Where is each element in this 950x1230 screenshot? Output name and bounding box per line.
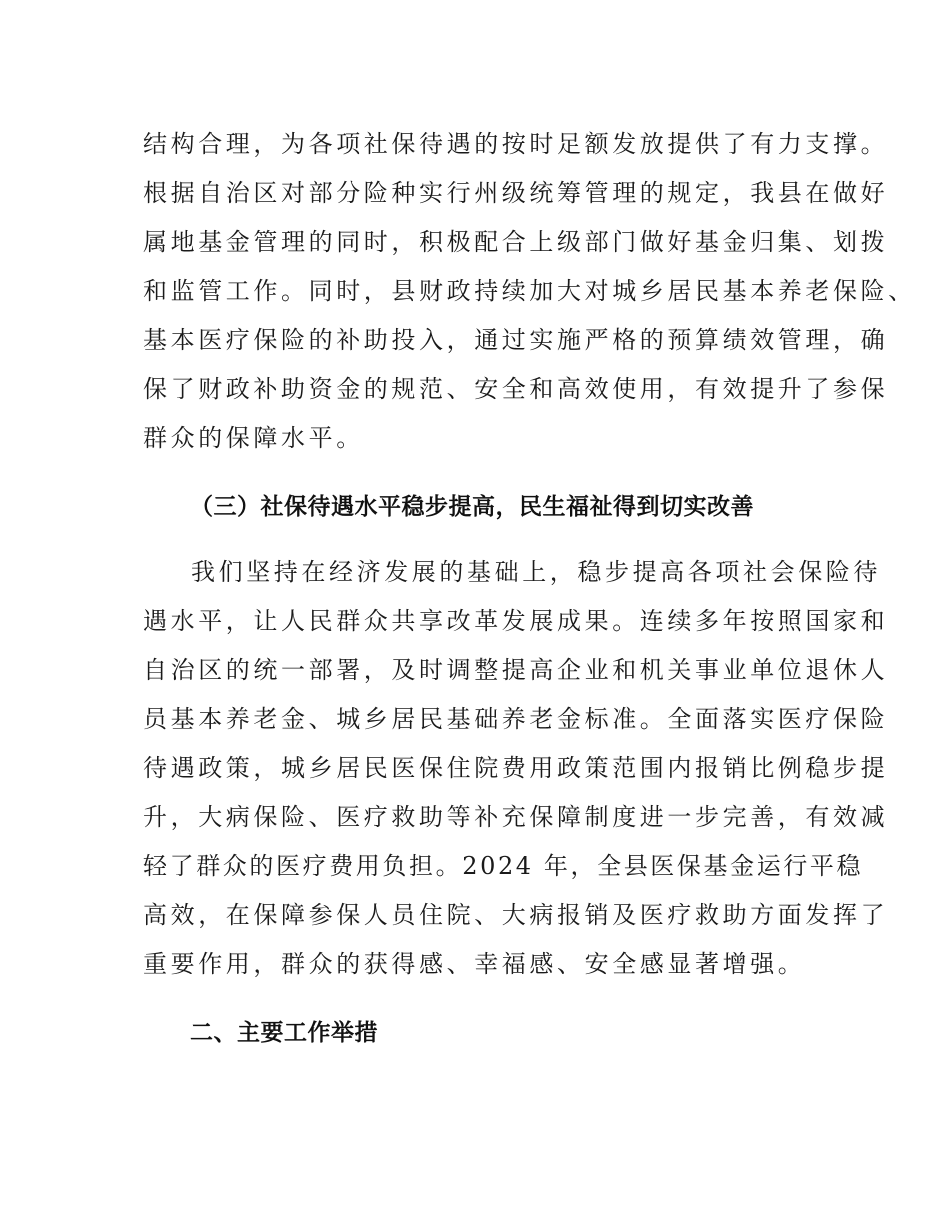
paragraph-1-line-6: 保了财政补助资金的规范、安全和高效使用，有效提升了参保 — [143, 375, 889, 403]
paragraph-2-line-8: 高效，在保障参保人员住院、大病报销及医疗救助方面发挥了 — [143, 901, 889, 929]
paragraph-2-line-2: 遇水平，让人民群众共享改革发展成果。连续多年按照国家和 — [143, 607, 889, 635]
paragraph-1-line-5: 基本医疗保险的补助投入，通过实施严格的预算绩效管理，确 — [143, 326, 889, 354]
paragraph-2-line-1: 我们坚持在经济发展的基础上，稳步提高各项社会保险待 — [191, 558, 881, 586]
paragraph-2-line-6: 升，大病保险、医疗救助等补充保障制度进一步完善，有效减 — [143, 803, 889, 831]
paragraph-1-line-7: 群众的保障水平。 — [143, 424, 364, 452]
section-3-heading: （三）社保待遇水平稳步提高，民生福祉得到切实改善 — [190, 494, 754, 520]
paragraph-1-line-3: 属地基金管理的同时，积极配合上级部门做好基金归集、划拨 — [143, 228, 889, 256]
paragraph-2-line-3: 自治区的统一部署，及时调整提高企业和机关事业单位退休人 — [143, 656, 889, 684]
paragraph-2-line-4: 员基本养老金、城乡居民基础养老金标准。全面落实医疗保险 — [143, 705, 889, 733]
paragraph-1-line-1: 结构合理，为各项社保待遇的按时足额发放提供了有力支撑。 — [143, 130, 889, 158]
paragraph-2-line-5: 待遇政策，城乡居民医保住院费用政策范围内报销比例稳步提 — [143, 754, 889, 782]
paragraph-2-line-9: 重要作用，群众的获得感、幸福感、安全感显著增强。 — [143, 950, 806, 978]
paragraph-2-line-7: 轻了群众的医疗费用负担。2024 年，全县医保基金运行平稳 — [143, 852, 864, 880]
section-2-heading: 二、主要工作举措 — [190, 1020, 378, 1046]
paragraph-1-line-2: 根据自治区对部分险种实行州级统筹管理的规定，我县在做好 — [143, 179, 889, 207]
paragraph-1-line-4: 和监管工作。同时，县财政持续加大对城乡居民基本养老保险、 — [143, 277, 916, 305]
